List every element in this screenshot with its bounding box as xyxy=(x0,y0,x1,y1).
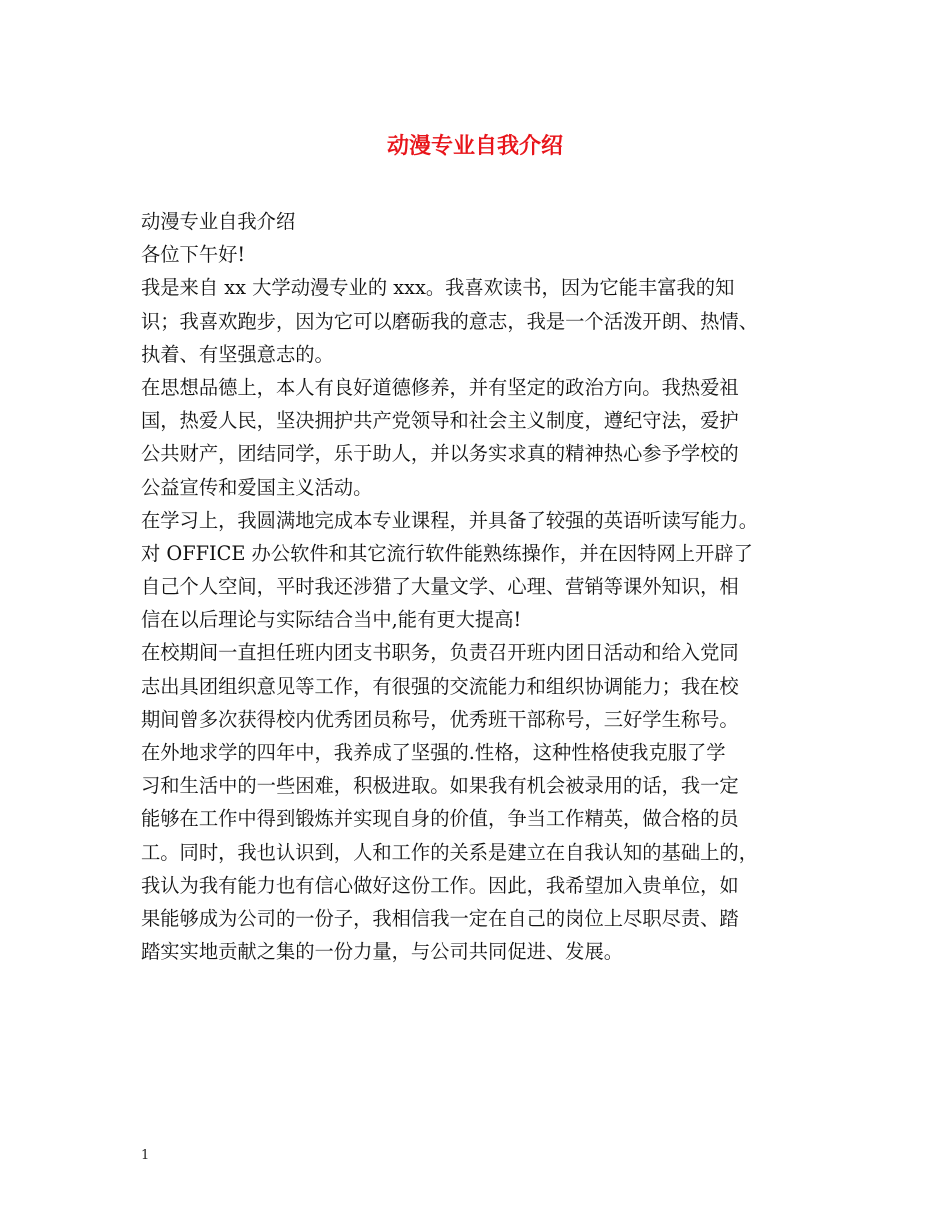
body-line: 自己个人空间，平时我还涉猎了大量文学、心理、营销等课外知识，相 xyxy=(141,575,739,599)
body-line: 在校期间一直担任班内团支书职务，负责召开班内团日活动和给入党同 xyxy=(141,641,739,665)
body-line: 在外地求学的四年中，我养成了坚强的.性格，这种性格使我克服了学 xyxy=(141,741,726,764)
body-line: 踏实实地贡献之集的一份力量，与公司共同促进、发展。 xyxy=(141,940,624,964)
body-line: 我认为我有能力也有信心做好这份工作。因此，我希望加入贵单位，如 xyxy=(141,873,739,897)
body-line: 我是来自 xx 大学动漫专业的 xxx。我喜欢读书，因为它能丰富我的知 xyxy=(141,276,735,300)
body-line: 执着、有坚强意志的。 xyxy=(141,342,334,366)
body-line: 识；我喜欢跑步，因为它可以磨砺我的意志，我是一个活泼开朗、热情、 xyxy=(141,309,758,333)
body-line: 对 OFFICE 办公软件和其它流行软件能熟练操作，并在因特网上开辟了 xyxy=(141,541,753,565)
body-line: 信在以后理论与实际结合当中,能有更大提高! xyxy=(141,608,522,632)
body-line: 工。同时，我也认识到，人和工作的关系是建立在自我认知的基础上的， xyxy=(141,840,758,864)
body-line: 在学习上，我圆满地完成本专业课程，并具备了较强的英语听读写能力。 xyxy=(141,508,758,532)
body-line: 能够在工作中得到锻炼并实现自身的价值，争当工作精英，做合格的员 xyxy=(141,807,739,831)
page-number: 1 xyxy=(141,1148,150,1163)
body-line: 习和生活中的一些困难，积极进取。如果我有机会被录用的话，我一定 xyxy=(141,774,739,798)
body-line: 各位下午好! xyxy=(141,243,246,267)
body-line: 在思想品德上，本人有良好道德修养，并有坚定的政治方向。我热爱祖 xyxy=(141,375,739,399)
document-body xyxy=(141,205,831,968)
body-line: 国，热爱人民，坚决拥护共产党领导和社会主义制度，遵纪守法，爱护 xyxy=(141,409,739,433)
body-line: 公益宣传和爱国主义活动。 xyxy=(141,475,373,499)
body-line: 果能够成为公司的一份子，我相信我一定在自己的岗位上尽职尽责、踏 xyxy=(141,906,739,930)
body-line: 期间曾多次获得校内优秀团员称号，优秀班干部称号，三好学生称号。 xyxy=(141,707,739,731)
body-line: 志出具团组织意见等工作，有很强的交流能力和组织协调能力；我在校 xyxy=(141,674,739,698)
body-line: 公共财产，团结同学，乐于助人，并以务实求真的精神热心参予学校的 xyxy=(141,442,739,466)
document-title: 动漫专业自我介绍 xyxy=(386,134,563,159)
body-line: 动漫专业自我介绍 xyxy=(141,210,296,233)
